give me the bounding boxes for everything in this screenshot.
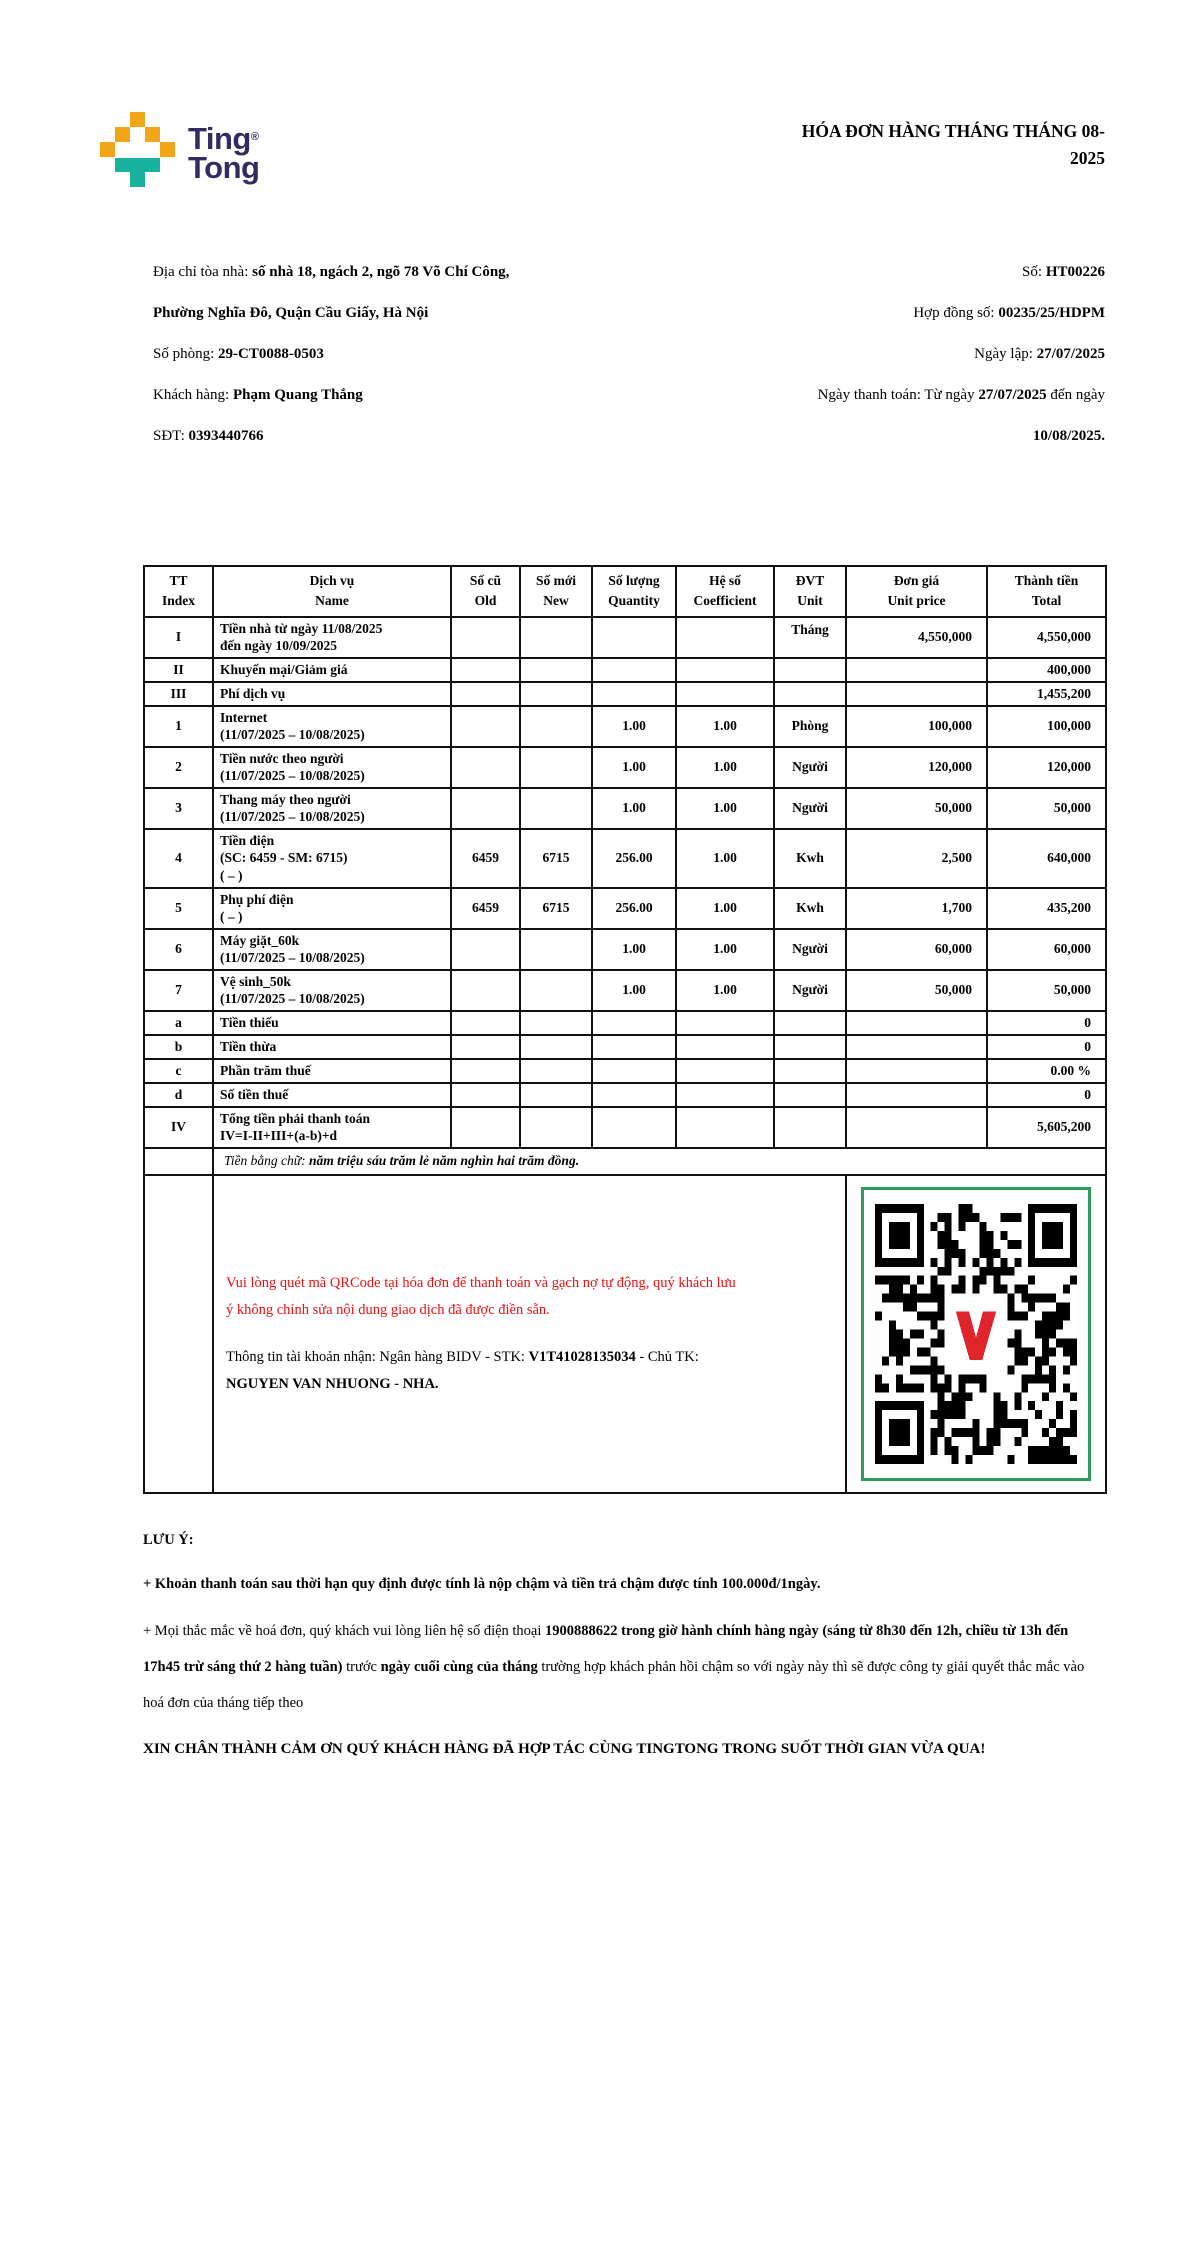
payment-qr-code bbox=[861, 1187, 1091, 1481]
cell-name: Tiền nước theo người (11/07/2025 – 10/08/2025) bbox=[213, 747, 451, 788]
cell-qty bbox=[592, 682, 676, 706]
building-address: Địa chỉ tòa nhà: số nhà 18, ngách 2, ngõ 78 Võ Chí Công, Phường Nghĩa Đô, Quận Cầu Giấy, Hà Nội bbox=[153, 264, 510, 321]
cell-qty bbox=[592, 1107, 676, 1148]
table-row-I bbox=[144, 617, 1106, 658]
cell-new bbox=[520, 1083, 592, 1107]
qr-payment-note: Vui lòng quét mã QRCode tại hóa đơn để thanh toán và gạch nợ tự động, quý khách lưu ý không chỉnh sửa nội dung giao dịch đã được điền sẵn. bbox=[226, 1275, 736, 1319]
cell-unit: Phòng bbox=[774, 706, 846, 747]
cell-qty: 1.00 bbox=[592, 788, 676, 829]
cell-unit bbox=[774, 682, 846, 706]
cell-qty: 1.00 bbox=[592, 747, 676, 788]
qr-code-cell bbox=[846, 1175, 1106, 1493]
column-header: Số lượng Quantity bbox=[592, 566, 676, 617]
cell-unit bbox=[774, 1107, 846, 1148]
cell-old bbox=[451, 682, 520, 706]
notes-heading: LƯU Ý: bbox=[143, 1532, 194, 1548]
cell-old bbox=[451, 1059, 520, 1083]
cell-qty bbox=[592, 617, 676, 658]
table-row-b bbox=[144, 1035, 1106, 1059]
cell-empty bbox=[144, 1148, 213, 1175]
cell-new bbox=[520, 1035, 592, 1059]
cell-old bbox=[451, 788, 520, 829]
cell-name: Tổng tiền phải thanh toán IV=I-II+III+(a-b)+d bbox=[213, 1107, 451, 1148]
tingtong-logo-icon bbox=[100, 112, 176, 188]
column-header: Hệ số Coefficient bbox=[676, 566, 774, 617]
cell-old bbox=[451, 929, 520, 970]
cell-total: 120,000 bbox=[987, 747, 1106, 788]
cell-total: 4,550,000 bbox=[987, 617, 1106, 658]
cell-new bbox=[520, 747, 592, 788]
cell-price bbox=[846, 1083, 987, 1107]
cell-qty bbox=[592, 1035, 676, 1059]
cell-price: 2,500 bbox=[846, 829, 987, 888]
qr-row bbox=[144, 1175, 1106, 1493]
qr-code-image bbox=[875, 1204, 1077, 1464]
table-row-c bbox=[144, 1059, 1106, 1083]
cell-name: Số tiền thuế bbox=[213, 1083, 451, 1107]
cell-total: 0.00 % bbox=[987, 1059, 1106, 1083]
amount-in-words-row bbox=[144, 1148, 1106, 1175]
cell-total: 100,000 bbox=[987, 706, 1106, 747]
bank-account-info: Thông tin tài khoản nhận: Ngân hàng BIDV - STK: V1T41028135034 - Chủ TK: NGUYEN VAN NHUONG - NHA. bbox=[226, 1348, 699, 1392]
table-row-II bbox=[144, 658, 1106, 682]
cell-unit bbox=[774, 1035, 846, 1059]
cell-new bbox=[520, 706, 592, 747]
column-header: Đơn giá Unit price bbox=[846, 566, 987, 617]
cell-old bbox=[451, 1083, 520, 1107]
note-late-payment: + Khoản thanh toán sau thời hạn quy định được tính là nộp chậm và tiền trả chậm được tính 100.000đ/1ngày. bbox=[143, 1576, 821, 1592]
cell-old bbox=[451, 747, 520, 788]
cell-new bbox=[520, 658, 592, 682]
issue-date: Ngày lập: 27/07/2025 bbox=[974, 346, 1105, 362]
cell-price: 1,700 bbox=[846, 888, 987, 929]
cell-price: 120,000 bbox=[846, 747, 987, 788]
cell-qty: 1.00 bbox=[592, 970, 676, 1011]
cell-qty bbox=[592, 1011, 676, 1035]
cell-total: 0 bbox=[987, 1035, 1106, 1059]
cell-name: Tiền nhà từ ngày 11/08/2025 đến ngày 10/09/2025 bbox=[213, 617, 451, 658]
table-row-IV bbox=[144, 1107, 1106, 1148]
cell-new bbox=[520, 929, 592, 970]
cell-qty: 256.00 bbox=[592, 829, 676, 888]
table-row-2 bbox=[144, 747, 1106, 788]
cell-name: Vệ sinh_50k (11/07/2025 – 10/08/2025) bbox=[213, 970, 451, 1011]
cell-unit: Người bbox=[774, 929, 846, 970]
cell-old bbox=[451, 706, 520, 747]
cell-coef bbox=[676, 1059, 774, 1083]
cell-index: I bbox=[144, 617, 213, 658]
table-row-3 bbox=[144, 788, 1106, 829]
cell-coef bbox=[676, 682, 774, 706]
cell-name: Tiền điện (SC: 6459 - SM: 6715) ( – ) bbox=[213, 829, 451, 888]
cell-index: III bbox=[144, 682, 213, 706]
cell-coef: 1.00 bbox=[676, 706, 774, 747]
cell-new bbox=[520, 682, 592, 706]
cell-index: 2 bbox=[144, 747, 213, 788]
cell-index: II bbox=[144, 658, 213, 682]
table-row-1 bbox=[144, 706, 1106, 747]
cell-coef bbox=[676, 1107, 774, 1148]
cell-qty bbox=[592, 1083, 676, 1107]
column-header: Thành tiền Total bbox=[987, 566, 1106, 617]
cell-coef: 1.00 bbox=[676, 829, 774, 888]
cell-total: 1,455,200 bbox=[987, 682, 1106, 706]
cell-qty bbox=[592, 658, 676, 682]
customer-info bbox=[153, 252, 585, 457]
table-row-7 bbox=[144, 970, 1106, 1011]
cell-old: 6459 bbox=[451, 888, 520, 929]
qr-note-cell bbox=[213, 1175, 846, 1493]
cell-coef: 1.00 bbox=[676, 747, 774, 788]
cell-name: Thang máy theo người (11/07/2025 – 10/08/2025) bbox=[213, 788, 451, 829]
table-header-row bbox=[144, 566, 1106, 617]
cell-price: 50,000 bbox=[846, 788, 987, 829]
cell-unit: Người bbox=[774, 788, 846, 829]
invoice-meta bbox=[565, 252, 1105, 457]
cell-unit: Tháng bbox=[774, 617, 846, 658]
cell-qty: 1.00 bbox=[592, 706, 676, 747]
cell-coef bbox=[676, 617, 774, 658]
cell-index: 4 bbox=[144, 829, 213, 888]
cell-unit bbox=[774, 1011, 846, 1035]
cell-name: Internet (11/07/2025 – 10/08/2025) bbox=[213, 706, 451, 747]
cell-name: Phí dịch vụ bbox=[213, 682, 451, 706]
cell-name: Phần trăm thuế bbox=[213, 1059, 451, 1083]
cell-index: 3 bbox=[144, 788, 213, 829]
cell-price bbox=[846, 1011, 987, 1035]
cell-name: Tiền thừa bbox=[213, 1035, 451, 1059]
cell-qty: 1.00 bbox=[592, 929, 676, 970]
cell-name: Tiền thiếu bbox=[213, 1011, 451, 1035]
cell-total: 0 bbox=[987, 1083, 1106, 1107]
cell-index: b bbox=[144, 1035, 213, 1059]
cell-unit: Kwh bbox=[774, 888, 846, 929]
cell-coef bbox=[676, 1011, 774, 1035]
cell-new bbox=[520, 1107, 592, 1148]
cell-unit bbox=[774, 1083, 846, 1107]
cell-old bbox=[451, 617, 520, 658]
column-header: Số cũ Old bbox=[451, 566, 520, 617]
cell-price bbox=[846, 1107, 987, 1148]
invoice-number: Số: HT00226 bbox=[1022, 264, 1105, 280]
table-row-6 bbox=[144, 929, 1106, 970]
note-hotline: + Mọi thắc mắc về hoá đơn, quý khách vui lòng liên hệ số điện thoại 1900888622 trong giờ hành chính hàng ngày (sáng từ 8h30 đến 12h, chiều từ 13h đến 17h45 trừ sáng thứ 2 hàng tuần) trước ngày cuối cùng của tháng trường hợp khách phản hồi chậm so với ngày này thì sẽ được công ty giải quyết thắc mắc vào hoá đơn của tháng tiếp theo bbox=[143, 1623, 1085, 1711]
cell-total: 435,200 bbox=[987, 888, 1106, 929]
cell-unit bbox=[774, 658, 846, 682]
cell-old bbox=[451, 1107, 520, 1148]
table-row-III bbox=[144, 682, 1106, 706]
notes-section bbox=[143, 1525, 1105, 1780]
cell-old: 6459 bbox=[451, 829, 520, 888]
cell-index: 1 bbox=[144, 706, 213, 747]
cell-name: Máy giặt_60k (11/07/2025 – 10/08/2025) bbox=[213, 929, 451, 970]
cell-empty bbox=[144, 1175, 213, 1493]
cell-coef: 1.00 bbox=[676, 970, 774, 1011]
table-row-4 bbox=[144, 829, 1106, 888]
cell-new bbox=[520, 617, 592, 658]
cell-total: 60,000 bbox=[987, 929, 1106, 970]
cell-new: 6715 bbox=[520, 888, 592, 929]
column-header: Số mới New bbox=[520, 566, 592, 617]
cell-coef: 1.00 bbox=[676, 929, 774, 970]
tingtong-logo bbox=[100, 112, 259, 188]
thank-you-note: XIN CHÂN THÀNH CẢM ƠN QUÝ KHÁCH HÀNG ĐÃ HỢP TÁC CÙNG TINGTONG TRONG SUỐT THỜI GIAN VỪA QUA! bbox=[143, 1741, 986, 1757]
invoice-table bbox=[143, 565, 1107, 1494]
table-row-d bbox=[144, 1083, 1106, 1107]
cell-coef bbox=[676, 1083, 774, 1107]
cell-coef bbox=[676, 1035, 774, 1059]
amount-in-words: Tiền bằng chữ: năm triệu sáu trăm lẻ năm nghìn hai trăm đồng. bbox=[213, 1148, 1106, 1175]
cell-price: 50,000 bbox=[846, 970, 987, 1011]
invoice-title: HÓA ĐƠN HÀNG THÁNG THÁNG 08-2025 bbox=[801, 121, 1105, 169]
cell-index: IV bbox=[144, 1107, 213, 1148]
cell-price bbox=[846, 658, 987, 682]
cell-price bbox=[846, 1059, 987, 1083]
cell-old bbox=[451, 970, 520, 1011]
cell-unit: Kwh bbox=[774, 829, 846, 888]
tingtong-logo-text: Ting® Tong bbox=[188, 121, 260, 186]
cell-price: 100,000 bbox=[846, 706, 987, 747]
cell-total: 50,000 bbox=[987, 788, 1106, 829]
cell-index: 5 bbox=[144, 888, 213, 929]
table-row-a bbox=[144, 1011, 1106, 1035]
customer-phone: SĐT: 0393440766 bbox=[153, 428, 264, 444]
cell-new bbox=[520, 1059, 592, 1083]
cell-price bbox=[846, 1035, 987, 1059]
table-row-5 bbox=[144, 888, 1106, 929]
customer-name: Khách hàng: Phạm Quang Thắng bbox=[153, 387, 363, 403]
cell-index: 7 bbox=[144, 970, 213, 1011]
contract-number: Hợp đồng số: 00235/25/HDPM bbox=[913, 305, 1105, 321]
room-number: Số phòng: 29-CT0088-0503 bbox=[153, 346, 324, 362]
cell-total: 640,000 bbox=[987, 829, 1106, 888]
cell-price bbox=[846, 682, 987, 706]
cell-total: 50,000 bbox=[987, 970, 1106, 1011]
cell-old bbox=[451, 658, 520, 682]
cell-coef bbox=[676, 658, 774, 682]
cell-unit: Người bbox=[774, 970, 846, 1011]
cell-total: 5,605,200 bbox=[987, 1107, 1106, 1148]
cell-old bbox=[451, 1011, 520, 1035]
cell-qty: 256.00 bbox=[592, 888, 676, 929]
cell-name: Khuyến mại/Giảm giá bbox=[213, 658, 451, 682]
cell-price: 4,550,000 bbox=[846, 617, 987, 658]
cell-qty bbox=[592, 1059, 676, 1083]
cell-name: Phụ phí điện ( – ) bbox=[213, 888, 451, 929]
cell-index: 6 bbox=[144, 929, 213, 970]
cell-coef: 1.00 bbox=[676, 788, 774, 829]
cell-new bbox=[520, 1011, 592, 1035]
cell-total: 0 bbox=[987, 1011, 1106, 1035]
cell-new bbox=[520, 788, 592, 829]
cell-price: 60,000 bbox=[846, 929, 987, 970]
cell-coef: 1.00 bbox=[676, 888, 774, 929]
cell-unit: Người bbox=[774, 747, 846, 788]
payment-period: Ngày thanh toán: Từ ngày 27/07/2025 đến ngày 10/08/2025. bbox=[817, 387, 1105, 444]
cell-new bbox=[520, 970, 592, 1011]
cell-index: c bbox=[144, 1059, 213, 1083]
cell-index: d bbox=[144, 1083, 213, 1107]
cell-total: 400,000 bbox=[987, 658, 1106, 682]
cell-index: a bbox=[144, 1011, 213, 1035]
column-header: Dịch vụ Name bbox=[213, 566, 451, 617]
column-header: ĐVT Unit bbox=[774, 566, 846, 617]
cell-old bbox=[451, 1035, 520, 1059]
cell-unit bbox=[774, 1059, 846, 1083]
cell-new: 6715 bbox=[520, 829, 592, 888]
column-header: TT Index bbox=[144, 566, 213, 617]
